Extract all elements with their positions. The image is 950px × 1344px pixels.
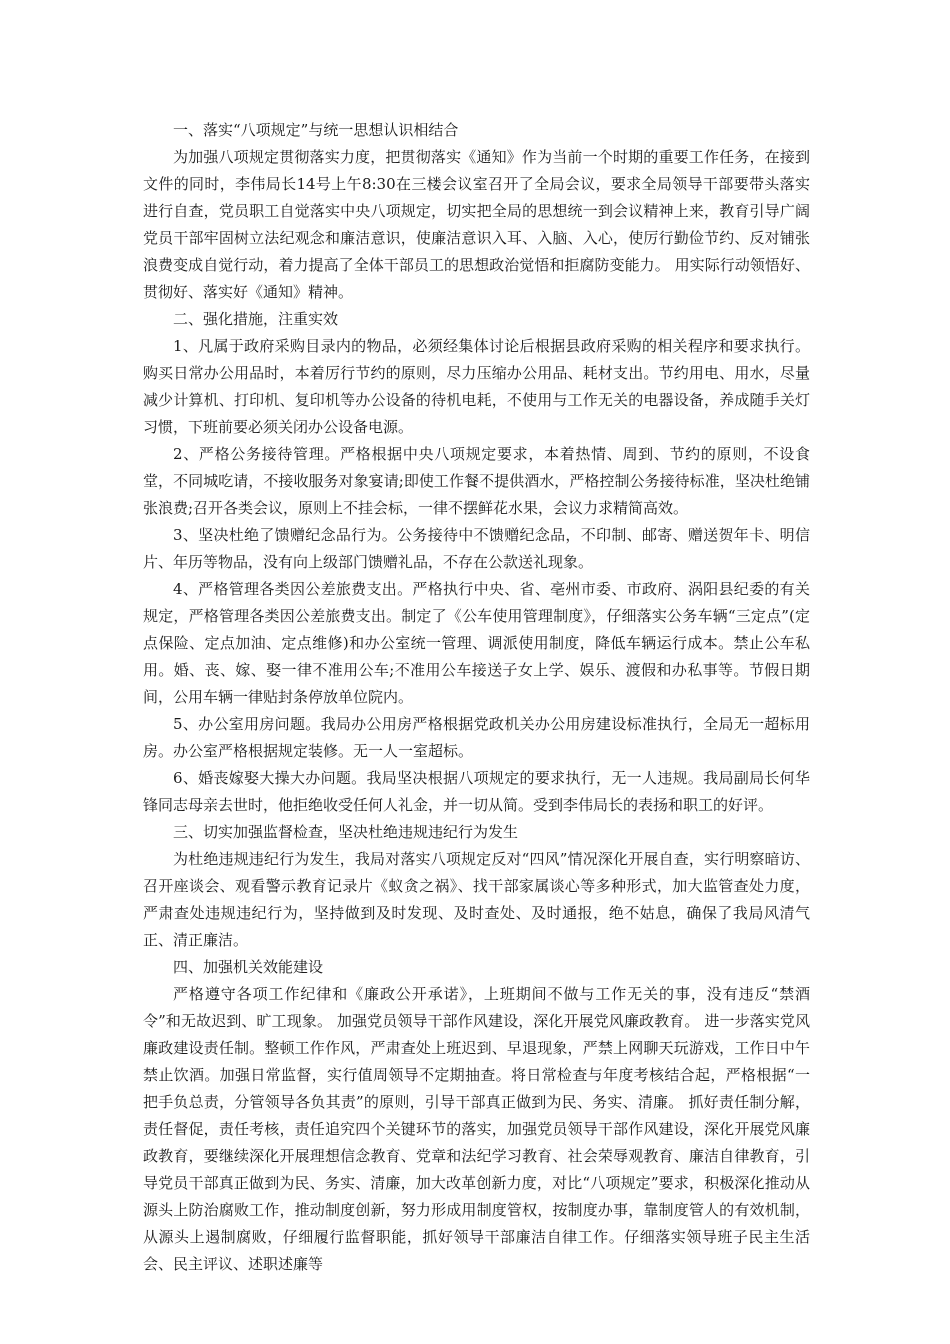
paragraph-supervision: 为杜绝违规违纪行为发生，我局对落实八项规定反对“四风”情况深化开展自查，实行明察暗访、召开座谈会、观看警示教育记录片《蚁贪之祸》、找干部家属谈心等多种形式，加大监管查处力度，严肃查处违规违纪行为，坚持做到及时发现、及时查处、及时通报，绝不姑息，确保了我局风清气正、清正廉洁。 xyxy=(143,850,810,949)
document-body xyxy=(143,117,810,1278)
section-heading-2: 二、强化措施，注重实效 xyxy=(173,310,339,328)
paragraph-item-5: 5、办公室用房问题。我局办公用房严格根据党政机关办公用房建设标准执行，全局无一超标用房。办公室严格根据规定装修。无一人一室超标。 xyxy=(143,715,810,760)
paragraph-efficiency: 严格遵守各项工作纪律和《廉政公开承诺》，上班期间不做与工作无关的事，没有违反“禁酒令”和无故迟到、旷工现象。 加强党员领导干部作风建设，深化开展党风廉政教育。 进一步落实党风廉政建设责任制。整顿工作作风，严肃查处上班迟到、早退现象，严禁上网聊天玩游戏，工作日中午禁止饮酒。加强日常监督，实行值周领导不定期抽查。将日常检查与年度考核结合起，严格根据“一把手负总责，分管领导各负其责”的原则，引导干部真正做到为民、务实、清廉。 抓好责任制分解，责任督促，责任考核，责任追究四个关键环节的落实，加强党员领导干部作风建设，深化开展党风廉政教育，要继续深化开展理想信念教育、党章和法纪学习教育、社会荣辱观教育、廉洁自律教育，引导党员干部真正做到为民、务实、清廉，加大改革创新力度，对比“八项规定”要求，积极深化推动从源头上防治腐败工作，推动制度创新，努力形成用制度管权，按制度办事，靠制度管人的有效机制，从源头上遏制腐败，仔细履行监督职能，抓好领导干部廉洁自律工作。仔细落实领导班子民主生活会、民主评议、述职述廉等 xyxy=(143,985,810,1273)
paragraph-item-6: 6、婚丧嫁娶大操大办问题。我局坚决根据八项规定的要求执行，无一人违规。我局副局长何华锋同志母亲去世时，他拒绝收受任何人礼金，并一切从简。受到李伟局长的表扬和职工的好评。 xyxy=(143,769,810,814)
section-heading-1: 一、落实“八项规定”与统一思想认识相结合 xyxy=(173,121,459,139)
paragraph-intro: 为加强八项规定贯彻落实力度，把贯彻落实《通知》作为当前一个时期的重要工作任务，在接到文件的同时，李伟局长14号上午8:30在三楼会议室召开了全局会议，要求全局领导干部要带头落实进行自查，党员职工自觉落实中央八项规定，切实把全局的思想统一到会议精神上来，教育引导广阔党员干部牢固树立法纪观念和廉洁意识，使廉洁意识入耳、入脑、入心，使厉行勤俭节约、反对铺张浪费变成自觉行动，着力提高了全体干部员工的思想政治觉悟和拒腐防变能力。 用实际行动领悟好、贯彻好、落实好《通知》精神。 xyxy=(143,148,810,301)
paragraph-item-3: 3、坚决杜绝了馈赠纪念品行为。公务接待中不馈赠纪念品，不印制、邮寄、赠送贺年卡、明信片、年历等物品，没有向上级部门馈赠礼品，不存在公款送礼现象。 xyxy=(143,526,810,571)
paragraph-item-4: 4、严格管理各类因公差旅费支出。严格执行中央、省、亳州市委、市政府、涡阳县纪委的有关规定，严格管理各类因公差旅费支出。制定了《公车使用管理制度》，仔细落实公务车辆“三定点”(定点保险、定点加油、定点维修)和办公室统一管理、调派使用制度，降低车辆运行成本。禁止公车私用。婚、丧、嫁、娶一律不准用公车;不准用公车接送子女上学、娱乐、渡假和办私事等。节假日期间，公用车辆一律贴封条停放单位院内。 xyxy=(143,580,810,706)
paragraph-item-1: 1、凡属于政府采购目录内的物品，必须经集体讨论后根据县政府采购的相关程序和要求执行。购买日常办公用品时，本着厉行节约的原则，尽力压缩办公用品、耗材支出。节约用电、用水，尽量减少计算机、打印机、复印机等办公设备的待机电耗，不使用与工作无关的电器设备，养成随手关灯习惯，下班前要必须关闭办公设备电源。 xyxy=(143,337,810,436)
section-heading-3: 三、切实加强监督检查，坚决杜绝违规违纪行为发生 xyxy=(173,823,519,841)
section-heading-4: 四、加强机关效能建设 xyxy=(173,958,324,976)
paragraph-item-2: 2、严格公务接待管理。严格根据中央八项规定要求，本着热情、周到、节约的原则，不设食堂，不同城吃请，不接收服务对象宴请;即使工作餐不提供酒水，严格控制公务接待标准，坚决杜绝铺张浪费;召开各类会议，原则上不挂会标，一律不摆鲜花水果，会议力求精简高效。 xyxy=(143,445,810,517)
